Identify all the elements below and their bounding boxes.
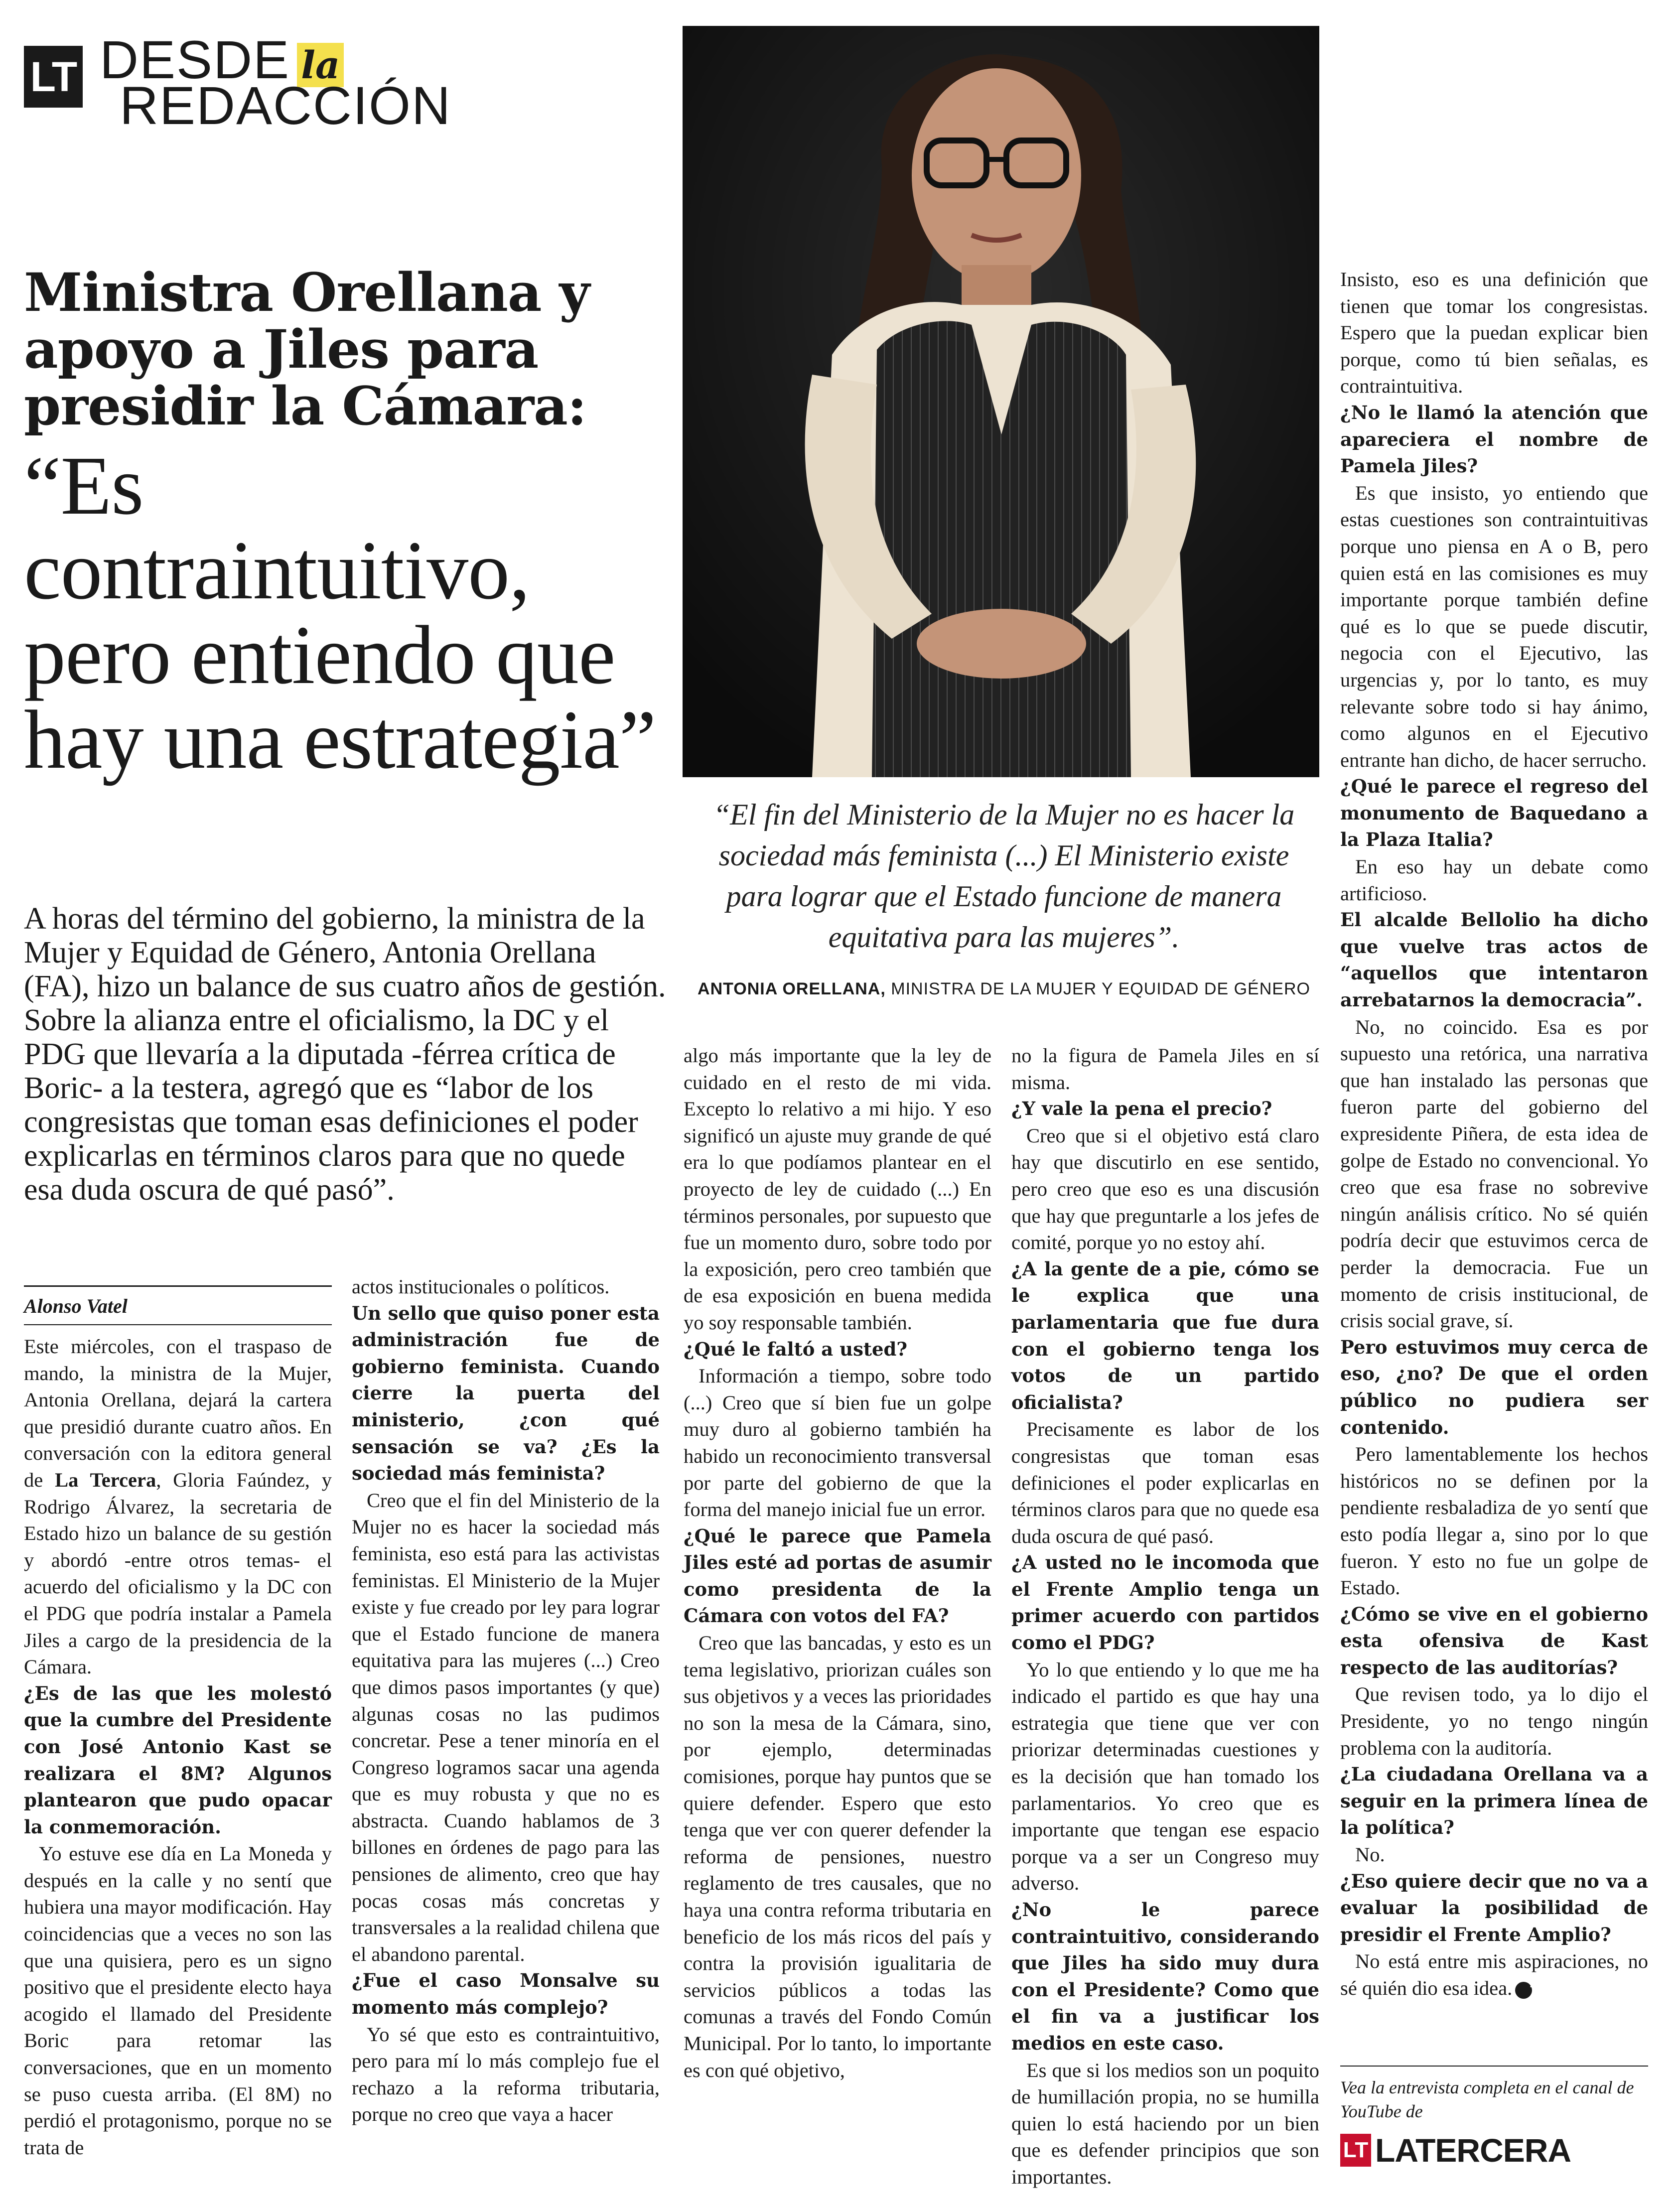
headline-quote: “Es contraintuitivo, pero entiendo que hay una estrategia” <box>24 439 656 786</box>
interview-question: ¿Qué le faltó a usted? <box>684 1338 908 1360</box>
photo-caption-quote: “El fin del Ministerio de la Mujer no es hacer la sociedad más feminista (...) El Ministerio existe para lograr que el Estado funcione de manera equitativa para las mujeres”. <box>713 798 1295 954</box>
body-paragraph: actos institucionales o políticos. <box>352 1275 610 1298</box>
interview-answer: No, no coincido. Esa es por supuesto una retórica, una narrativa que han instalado las personas que fueron parte del gobierno del expresidente Piñera, de esta idea de golpe de Estado no convencional. Yo creo que esa frase no sobrevive ningún análisis crítico. No sé quién podría decir que estuvimos cerca de perder la democracia. Fue un momento de crisis institucional, de crisis social grave, sí. <box>1340 1015 1648 1332</box>
interview-answer: En eso hay un debate como artificioso. <box>1340 855 1648 905</box>
body-column-1 <box>24 1333 332 2161</box>
body-paragraph: algo más importante que la ley de cuidado en el resto de mi vida. Excepto lo relativo a mi hijo. Y eso significó un ajuste muy grande de qué era lo que podíamos plantear en el proyecto de ley de cuidado (...) En términos personales, por supuesto que fue un momento duro, sobre todo por la exposición, pero creo también que de esa exposición en buena medida yo soy responsable también. <box>684 1044 991 1334</box>
section-la: la <box>297 43 344 87</box>
promo-text: Vea la entrevista completa en el canal de YouTube de <box>1340 2077 1634 2121</box>
interview-answer: Pero lamentablemente los hechos históricos no se definen por la pendiente resbaladiza de yo sentí que esto podía llegar a, sino por lo que fueron. Y esto no fue un golpe de Estado. <box>1340 1443 1648 1599</box>
interview-answer: Creo que el fin del Ministerio de la Mujer no es hacer la sociedad más feminista, eso está para las activistas feministas. El Ministerio de la Mujer existe y fue creado por ley para lograr que el Estado funcione de manera equitativa para las mujeres (...) Creo que dimos pasos importantes (y que) algunas cosas no las pudimos concretar. Pese a tener minoría en el Congreso logramos sacar una agenda que es muy robusta y que no es abstracta. Cuando hablamos de 3 billones en órdenes de pago para las pensiones de alimento, creo que hay pocas cosas más concretas y transversales a la realidad chilena que el abandono parental. <box>352 1489 660 1965</box>
credit-name: ANTONIA ORELLANA, <box>698 979 886 998</box>
la-tercera-logo[interactable] <box>1340 2131 1571 2169</box>
interview-answer: Yo sé que esto es contraintuitivo, pero para mí lo más complejo fue el rechazo a la reforma tributaria, porque no creo que vaya a hacer <box>352 2023 660 2126</box>
section-desde: DESDE <box>100 29 290 90</box>
interview-answer: Creo que las bancadas, y esto es un tema legislativo, priorizan cuáles son sus objetivos y a veces las prioridades no son la mesa de la Cámara, sino, por ejemplo, determinadas comisiones, porque hay puntos que se quiere defender. Espero que esto tenga que ver con querer defender la reforma de pensiones, nuestro reglamento de tres causales, que no haya una contra reforma tributaria en beneficio de los más ricos del país y contra la provisión igualitaria de servicios públicos a todas las comunas a través del Fondo Común Municipal. Por lo tanto, lo importante es con qué objetivo, <box>684 1632 991 2081</box>
credit-role: MINISTRA DE LA MUJER Y EQUIDAD DE GÉNERO <box>891 979 1310 998</box>
interview-question: Un sello que quiso poner esta administración fue de gobierno feminista. Cuando cierre la puerta del ministerio, ¿con qué sensación se va? ¿Es la sociedad más feminista? <box>352 1302 660 1485</box>
headline-title: Ministra Orellana y apoyo a Jiles para presidir la Cámara: <box>24 261 590 437</box>
interview-answer <box>1340 1948 1648 2001</box>
lead-paragraph: A horas del término del gobierno, la ministra de la Mujer y Equidad de Género, Antonia Orellana (FA), hizo un balance de sus cuatro años de gestión. Sobre la alianza entre el oficialismo, la DC y el PDG que llevaría a la diputada -férrea crítica de Boric- a la testera, agregó que es “labor de los congresistas que toman esas definiciones el poder explicarlas en términos claros para que no quede esa duda oscura de qué pasó”. <box>24 902 666 1207</box>
interview-question: ¿La ciudadana Orellana va a seguir en la primera línea de la política? <box>1340 1763 1648 1839</box>
interview-question: ¿Cómo se vive en el gobierno esta ofensiva de Kast respecto de las auditorías? <box>1340 1603 1648 1678</box>
photo-credit <box>688 979 1320 999</box>
interview-question: ¿No le parece contraintuitivo, considerando que Jiles ha sido muy dura con el Presidente? Como que el fin va a justificar los medios en este caso. <box>1011 1899 1319 2054</box>
portrait-photo <box>683 26 1319 777</box>
interview-question: ¿Fue el caso Monsalve su momento más complejo? <box>352 1969 660 2019</box>
byline-rule <box>24 1285 332 1287</box>
section-title-line2: REDACCIÓN <box>120 75 452 136</box>
end-of-article-icon: T <box>1515 1982 1532 1999</box>
portrait-illustration <box>683 26 1319 777</box>
la-tercera-wordmark: LATERCERA <box>1375 2132 1571 2169</box>
interview-question: ¿Qué le parece el regreso del monumento de Baquedano a la Plaza Italia? <box>1340 775 1648 851</box>
interview-answer: Que revisen todo, ya lo dijo el Presidente, yo no tengo ningún problema con la auditoría. <box>1340 1683 1648 1759</box>
interview-question: ¿Es de las que les molestó que la cumbre del Presidente con José Antonio Kast se realizara el 8M? Algunos plantearon que pudo opacar la conmemoración. <box>24 1682 332 1838</box>
body-text: Este miércoles, con el traspaso de mando, la ministra de la Mujer, Antonia Orellana, dejará la cartera que presidió durante cuatro años. En conversación con la editora general de <box>24 1335 332 1491</box>
body-text: No está entre mis aspiraciones, no sé quién dio esa idea. <box>1340 1950 1648 1999</box>
interview-question: ¿No le llamó la atención que apareciera el nombre de Pamela Jiles? <box>1340 401 1648 477</box>
interview-answer: Precisamente es labor de los congresistas que toman esas definiciones el poder explicarlas en términos claros para que no quede esa duda oscura de qué pasó. <box>1011 1418 1319 1547</box>
newspaper-name: La Tercera <box>55 1468 156 1491</box>
interview-answer: Yo estuve ese día en La Moneda y después en la calle y no sentí que hubiera una mayor modificación. Hay coincidencias que a veces no son las que una quisiera, pero es un signo positivo que el presidente electo haya acogido el llamado del Presidente Boric para retomar las conversaciones, que en un momento se puso cuesta arriba. (El 8M) no perdió el protagonismo, porque no se trata de <box>24 1842 332 2159</box>
interview-question: ¿A la gente de a pie, cómo se le explica que una parlamentaria que fue dura con el gobierno tenga los votos de un partido oficialista? <box>1011 1257 1319 1413</box>
body-column-4 <box>1011 1042 1319 2191</box>
interview-answer: No. <box>1355 1843 1385 1866</box>
interview-answer: Es que si los medios son un poquito de humillación propia, no se humilla quien lo está haciendo por un bien que es defender principios que son importantes. <box>1011 2059 1319 2188</box>
interview-question: ¿Y vale la pena el precio? <box>1011 1098 1272 1120</box>
interview-question: El alcalde Bellolio ha dicho que vuelve tras actos de “aquellos que intentaron arrebatarnos la democracia”. <box>1340 909 1648 1011</box>
interview-answer: Creo que si el objetivo está claro hay que discutirlo en ese sentido, pero creo que eso es una discusión que hay que preguntarle a los jefes de comité, porque yo no estoy ahí. <box>1011 1124 1319 1254</box>
interview-question: ¿A usted no le incomoda que el Frente Amplio tenga un primer acuerdo con partidos como el PDG? <box>1011 1551 1319 1654</box>
promo-rule <box>1340 2066 1648 2067</box>
interview-answer: Es que insisto, yo entiendo que estas cuestiones son contraintuitivas porque uno piensa en A o B, pero quien está en las comisiones es muy importante porque también define qué es lo que se puede discutir, negocia con el Ejecutivo, las urgencias y, por lo tanto, es muy relevante sobre todo si hay ánimo, como algunos en el Ejecutivo entrante han dicho, de hacer serrucho. <box>1340 481 1648 771</box>
body-column-3 <box>684 1042 991 2083</box>
body-text: , Gloria Faúndez, y Rodrigo Álvarez, la secretaria de Estado hizo un balance de su gestión y abordó -entre otros temas- el acuerdo del oficialismo y la DC con el PDG que podría instalar a Pamela Jiles a cargo de la presidencia de la Cámara. <box>24 1468 332 1678</box>
byline-rule-bottom <box>24 1324 332 1325</box>
interview-question: ¿Eso quiere decir que no va a evaluar la posibilidad de presidir el Frente Amplio? <box>1340 1870 1648 1945</box>
body-column-5 <box>1340 266 1648 2002</box>
body-column-2 <box>352 1273 660 2128</box>
body-paragraph: no la figura de Pamela Jiles en sí misma. <box>1011 1044 1319 1094</box>
interview-answer: Yo lo que entiendo y lo que me ha indicado el partido es que hay una estrategia que tiene que ver con priorizar determinadas cuestiones y es la decisión que han tomado los parlamentarios. Yo creo que es importante que tengan ese espacio porque va a ser un Congreso muy adverso. <box>1011 1658 1319 1895</box>
byline-author: Alonso Vatel <box>24 1295 128 1317</box>
la-tercera-mark-icon: LT <box>1340 2134 1371 2167</box>
interview-question: ¿Qué le parece que Pamela Jiles esté ad portas de asumir como presidenta de la Cámara con votos del FA? <box>684 1524 991 1627</box>
lt-logo: LT <box>24 46 83 108</box>
body-paragraph: Insisto, eso es una definición que tienen que tomar los congresistas. Espero que la puedan explicar bien porque, como tú bien señalas, es contraintuitiva. <box>1340 268 1648 398</box>
interview-question: Pero estuvimos muy cerca de eso, ¿no? De que el orden público no pudiera ser contenido. <box>1340 1336 1648 1438</box>
body-paragraph <box>24 1333 332 1680</box>
interview-answer: Información a tiempo, sobre todo (...) Creo que sí bien fue un golpe muy duro al gobierno también ha habido un reconocimiento transversal por parte del gobierno de que la forma del manejo inicial fue un error. <box>684 1365 991 1521</box>
